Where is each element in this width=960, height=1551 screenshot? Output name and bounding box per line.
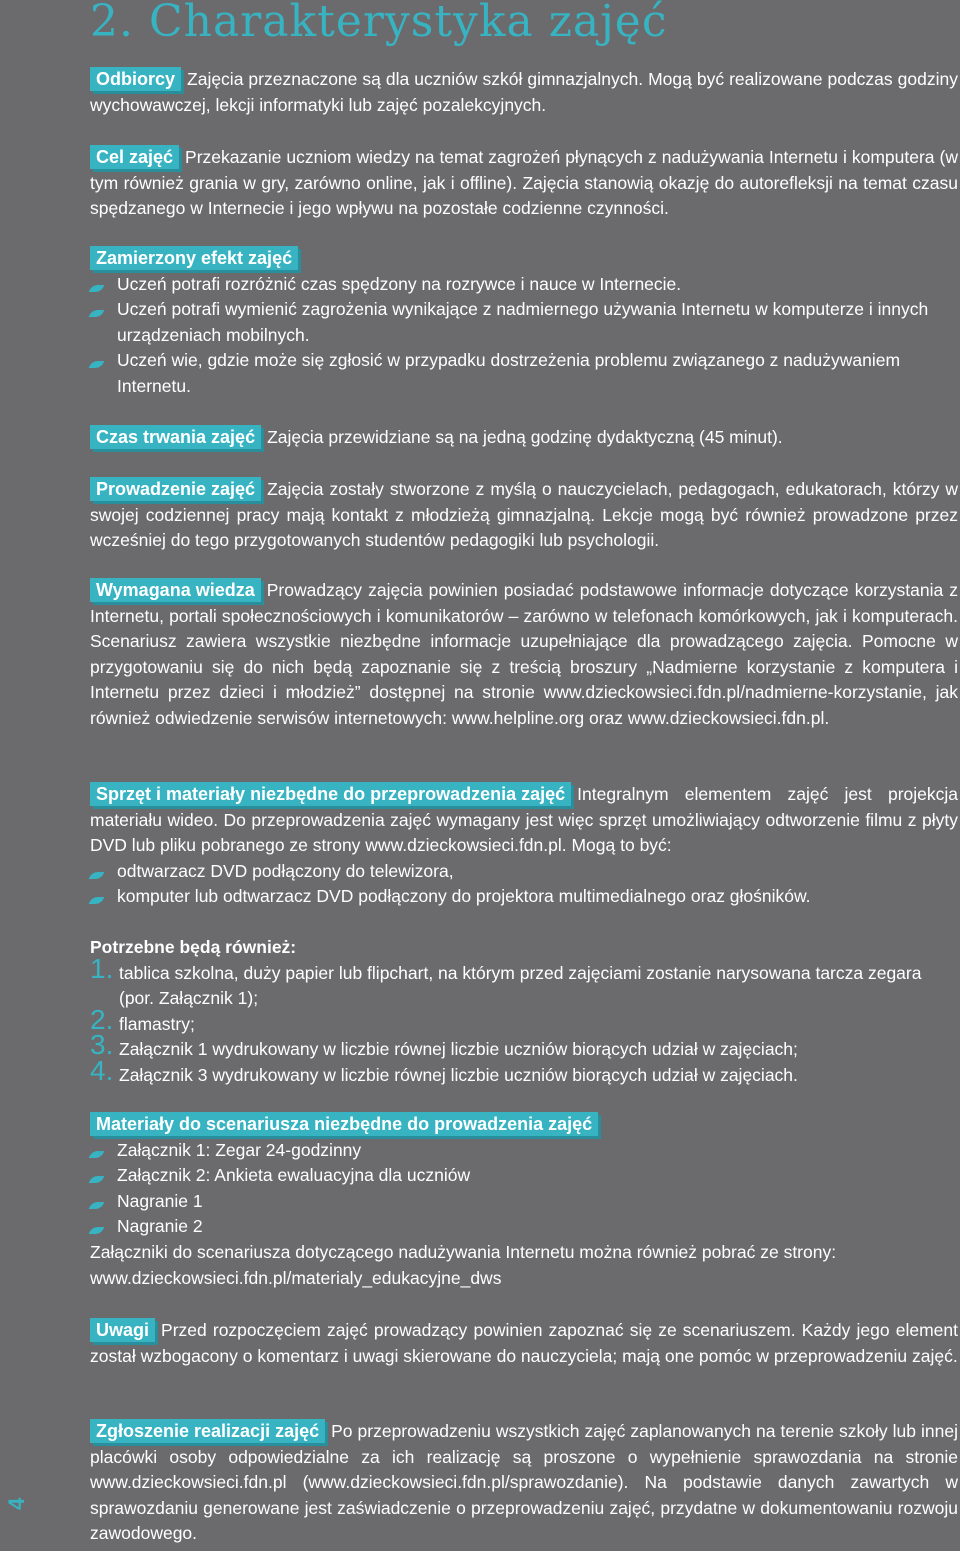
bullet-icon xyxy=(89,872,105,879)
list-item: Nagranie 2 xyxy=(90,1214,958,1240)
bullet-icon xyxy=(89,1202,105,1209)
list-item: Uczeń potrafi wymienić zagrożenia wynikające z nadmiernego używania Internetu w komputerze i innych urządzeniach mobilnych. xyxy=(90,297,958,348)
section-label: Wymagana wiedza xyxy=(90,578,261,602)
list-item: komputer lub odtwarzacz DVD podłączony do projektora multimedialnego oraz głośników. xyxy=(90,884,958,910)
bullet-icon xyxy=(89,1151,105,1158)
list-item: Uczeń wie, gdzie może się zgłosić w przypadku dostrzeżenia problemu związanego z nadużywaniem Internetu. xyxy=(90,348,958,399)
list-item: Załącznik 2: Ankieta ewaluacyjna dla uczniów xyxy=(90,1163,958,1189)
list-item: 1. tablica szkolna, duży papier lub flipchart, na którym przed zajęciami zostanie narysowana tarcza zegara (por. Załącznik 1); xyxy=(90,952,922,1009)
section-label: Uwagi xyxy=(90,1318,155,1342)
section-label: Materiały do scenariusza niezbędne do prowadzenia zajęć xyxy=(90,1112,598,1136)
section-label: Czas trwania zajęć xyxy=(90,425,261,449)
section-sprzet xyxy=(90,782,958,910)
section-heading: Potrzebne będą również: xyxy=(90,937,297,957)
list-item: odtwarzacz DVD podłączony do telewizora, xyxy=(90,859,958,885)
section-label: Odbiorcy xyxy=(90,67,181,91)
section-uwagi xyxy=(90,1318,958,1369)
bullet-icon xyxy=(89,310,105,317)
potrzebne-list xyxy=(90,952,958,1089)
section-text: Zajęcia przeznaczone są dla uczniów szkół gimnazjalnych. Mogą być realizowane podczas godziny wychowawczej, lekcji informatyki lub zajęć pozalekcyjnych. xyxy=(90,69,958,115)
page-number: 4 xyxy=(4,1497,29,1510)
section-text: Zajęcia przewidziane są na jedną godzinę dydaktyczną (45 minut). xyxy=(267,427,783,447)
list-item: 4. Załącznik 3 wydrukowany w liczbie równej liczbie uczniów biorących udział w zajęciach. xyxy=(90,1054,798,1086)
section-text: Po przeprowadzeniu wszystkich zajęć zaplanowanych na terenie szkoły lub innej placówki osoby odpowiedzialne za ich realizację są proszone o wypełnienie sprawozdania na stronie www.dzieckowsieci.fdn.pl (www.dzieckowsieci.fdn.pl/sprawozdanie). Na podstawie danych zawartych w sprawozdaniu generowane jest zaświadczenie o przeprowadzeniu zajęć, przydatne w dokumentowaniu rozwoju zawodowego. xyxy=(90,1421,958,1544)
section-materialy xyxy=(90,1112,958,1291)
materialy-list xyxy=(90,1138,958,1240)
list-item: Załącznik 1: Zegar 24-godzinny xyxy=(90,1138,958,1164)
section-label: Zgłoszenie realizacji zajęć xyxy=(90,1419,325,1443)
bullet-icon xyxy=(89,897,105,904)
bullet-icon xyxy=(89,1176,105,1183)
efekt-list xyxy=(90,272,958,400)
section-text: Prowadzący zajęcia powinien posiadać podstawowe informacje dotyczące korzystania z Internetu, portali społecznościowych i komunikatorów – zarówno w telefonach komórkowych, jak i komputerach. Scenariusz zawiera wszystkie niezbędne informacje uzupełniające dla prowadzącego zajęcia. Pomocne w przygotowaniu się do nich będą zapoznanie się z treścią broszury „Nadmierne korzystanie z komputera i Internetu przez dzieci i młodzież” dostępnej na stronie www.dzieckowsieci.fdn.pl/nadmierne-korzystanie, jak również odwiedzenie serwisów internetowych: www.helpline.org oraz www.dzieckowsieci.fdn.pl. xyxy=(90,580,958,728)
section-cel xyxy=(90,145,958,222)
list-item: 2. flamastry; xyxy=(90,1003,195,1035)
bullet-icon xyxy=(89,361,105,368)
section-label: Sprzęt i materiały niezbędne do przeprowadzenia zajęć xyxy=(90,782,571,806)
section-odbiorcy xyxy=(90,67,958,118)
section-czas xyxy=(90,425,958,451)
section-prowadzenie xyxy=(90,477,958,554)
section-efekt xyxy=(90,246,958,400)
section-text: Przekazanie uczniom wiedzy na temat zagrożeń płynących z nadużywania Internetu i komputera (w tym również grania w gry, zarówno online, jak i offline). Zajęcia stanowią okazję do autorefleksji na temat czasu spędzanego w Internecie i jego wpływu na pozostałe codzienne czynności. xyxy=(90,147,958,219)
list-item: Nagranie 1 xyxy=(90,1189,958,1215)
section-label: Prowadzenie zajęć xyxy=(90,477,261,501)
section-zgloszenie xyxy=(90,1419,958,1547)
section-text: Integralnym elementem zajęć jest projekcja materiału wideo. Do przeprowadzenia zajęć wymagany jest więc sprzęt umożliwiający odtworzenie filmu z płyty DVD lub pliku pobranego ze strony www.dzieckowsieci.fdn.pl. Mogą to być: xyxy=(90,784,958,856)
section-text: Załączniki do scenariusza dotyczącego nadużywania Internetu można również pobrać ze strony: www.dzieckowsieci.fdn.pl/materialy_edukacyjne_dws xyxy=(90,1241,837,1288)
section-text: Zajęcia zostały stworzone z myślą o nauczycielach, pedagogach, edukatorach, którzy w swojej codziennej pracy mają kontakt z młodzieżą gimnazjalną. Lekcje mogą być również prowadzone przez wcześniej do tego przygotowanych studentów pedagogiki lub psychologii. xyxy=(90,479,958,551)
list-item: 3. Załącznik 1 wydrukowany w liczbie równej liczbie uczniów biorących udział w zajęciach; xyxy=(90,1029,798,1061)
bullet-icon xyxy=(89,1227,105,1234)
section-label: Zamierzony efekt zajęć xyxy=(90,246,298,270)
sprzet-list xyxy=(90,859,958,910)
section-wiedza xyxy=(90,578,958,732)
section-potrzebne xyxy=(90,935,958,1089)
section-text: Przed rozpoczęciem zajęć prowadzący powinien zapoznać się ze scenariuszem. Każdy jego element został wzbogacony o komentarz i uwagi skierowane do nauczyciela; mają one pomóc w przeprowadzeniu zajęć. xyxy=(90,1320,958,1366)
section-label: Cel zajęć xyxy=(90,145,179,169)
list-item: Uczeń potrafi rozróżnić czas spędzony na rozrywce i nauce w Internecie. xyxy=(90,272,958,298)
bullet-icon xyxy=(89,285,105,292)
page-title: 2. Charakterystyka zajęć xyxy=(90,0,668,47)
